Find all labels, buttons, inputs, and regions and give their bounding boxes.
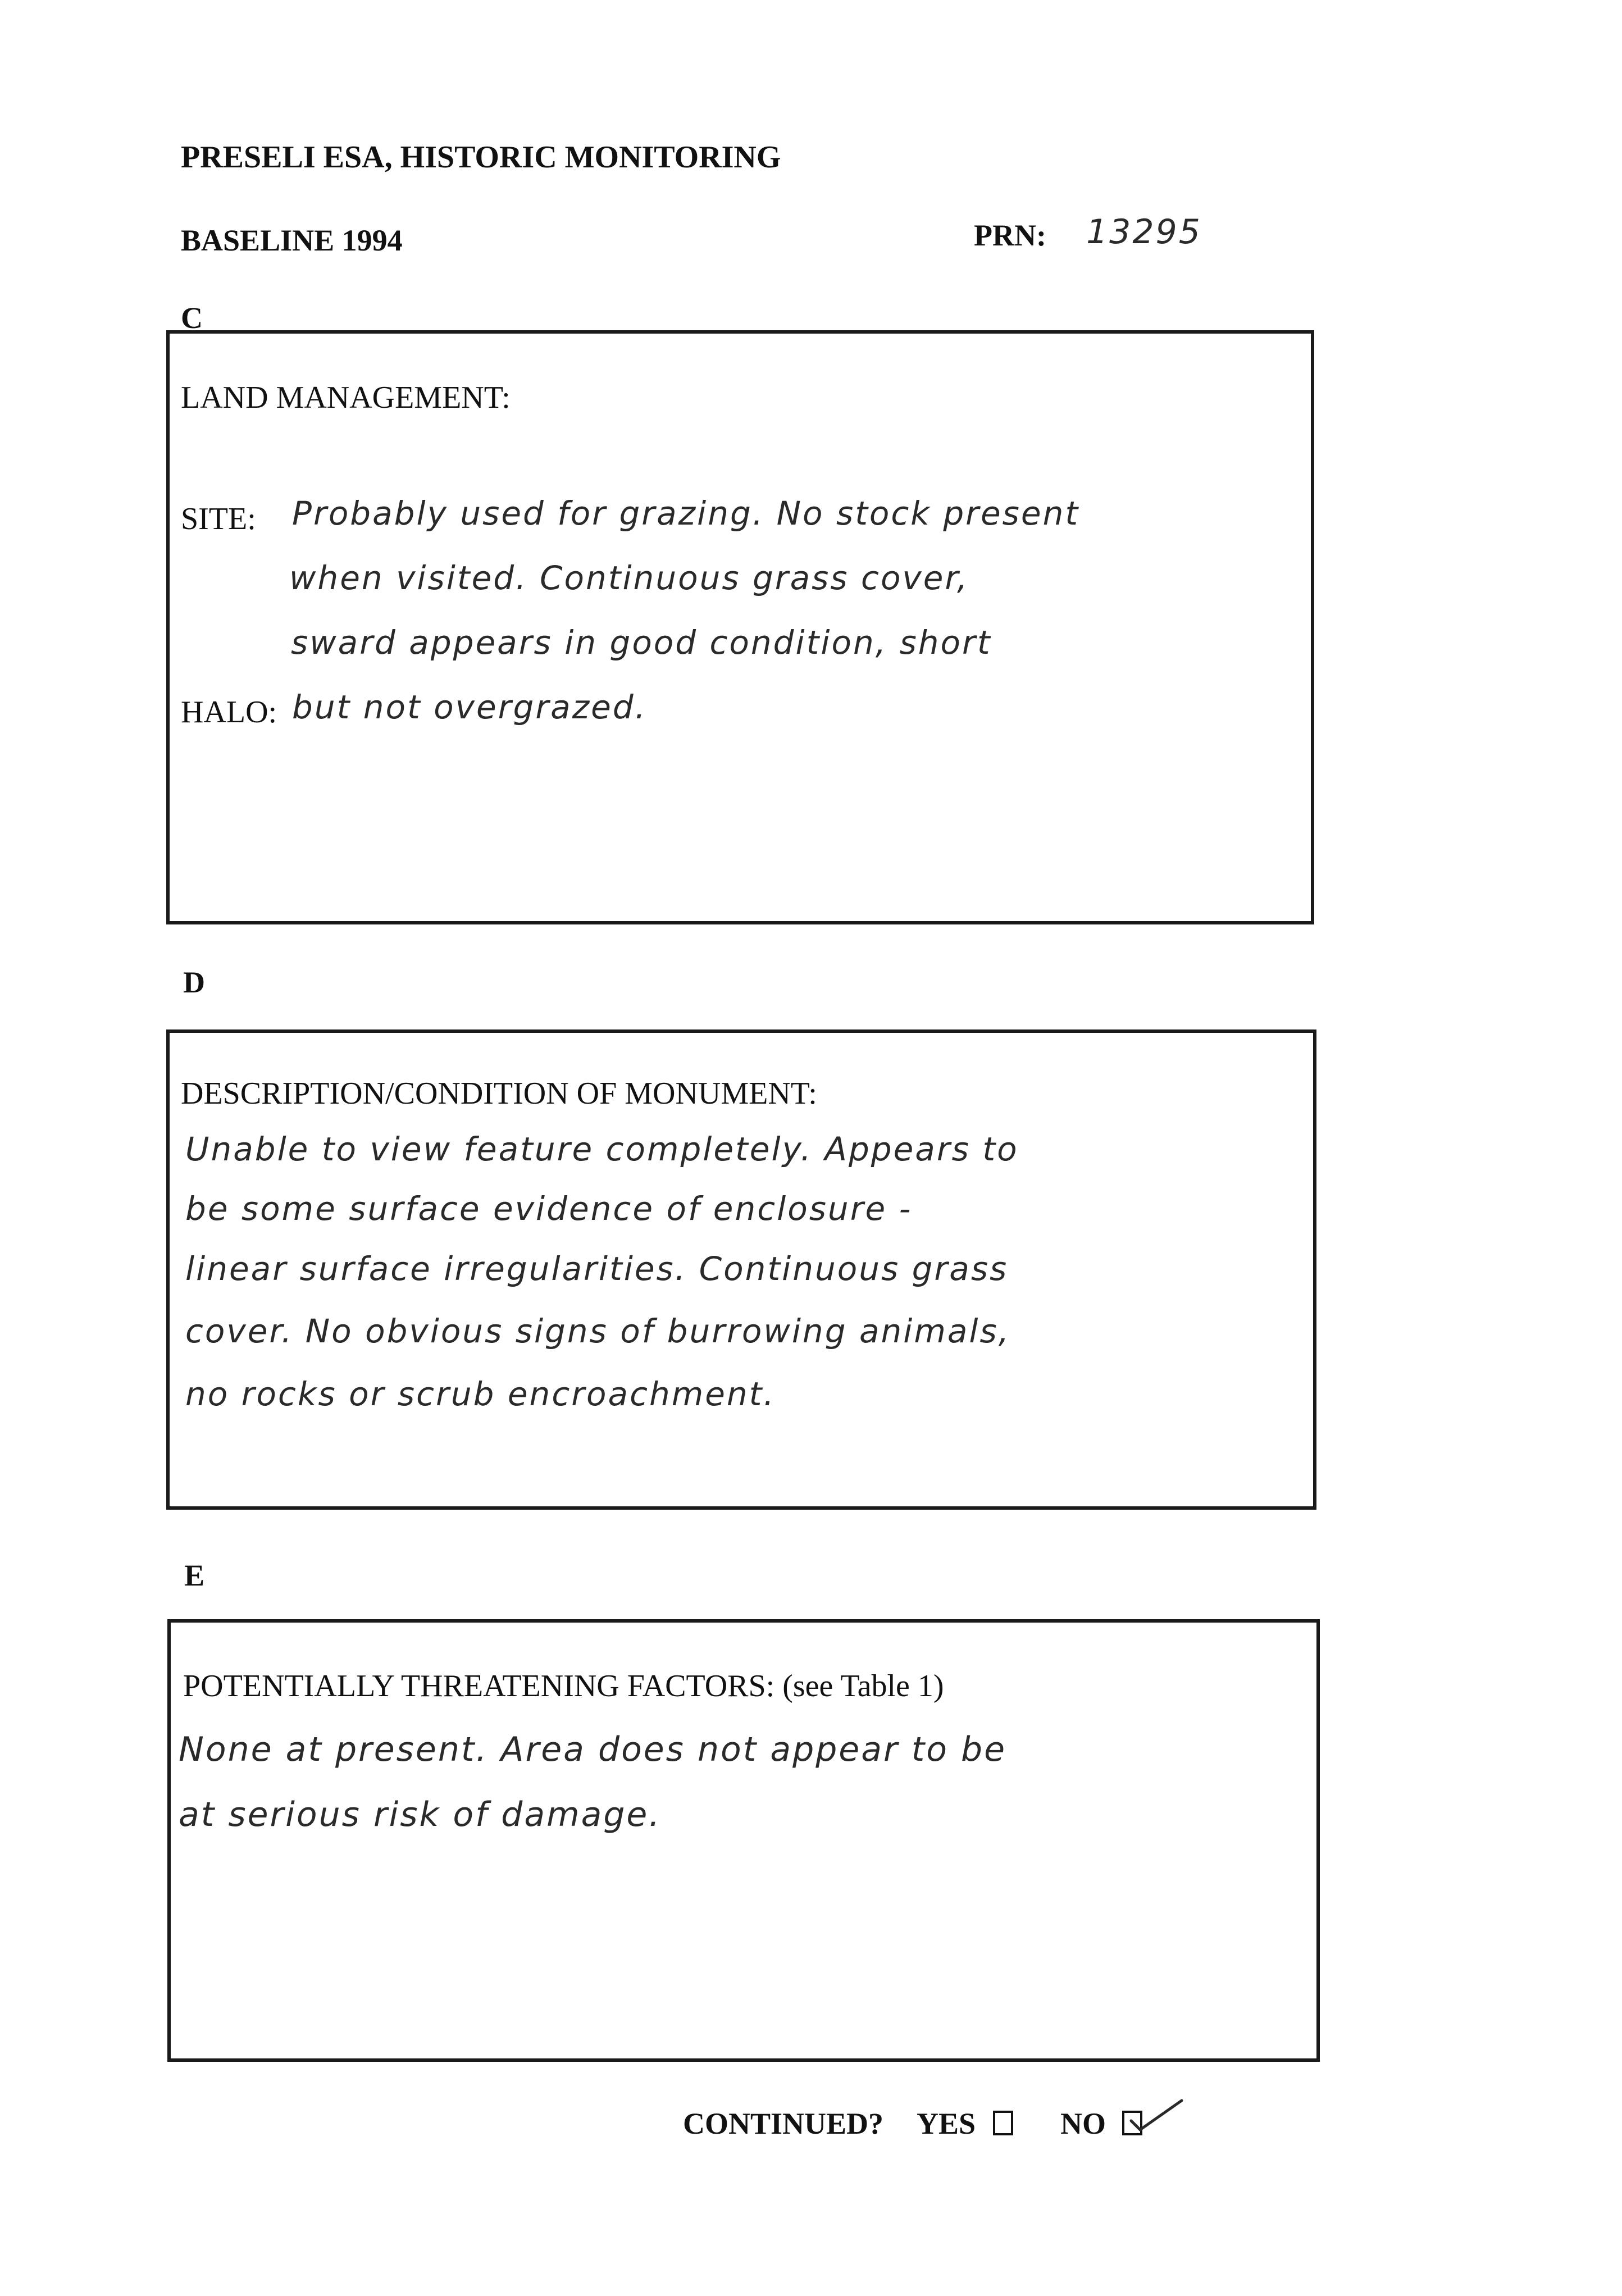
halo-label: HALO: [181,695,277,730]
land-management-label: LAND MANAGEMENT: [181,380,511,415]
threatening-factors-label: POTENTIALLY THREATENING FACTORS: (see Table 1) [183,1669,944,1703]
site-note-line: Probably used for grazing. No stock present [292,494,1080,532]
description-note-line: cover. No obvious signs of burrowing animals, [185,1312,1011,1350]
site-note-line: when visited. Continuous grass cover, [289,559,969,597]
baseline-year: BASELINE 1994 [181,224,403,257]
yes-label: YES [917,2107,976,2140]
site-label: SITE: [181,502,256,536]
continued-label: CONTINUED? [683,2107,884,2140]
halo-note-line: but not overgrazed. [292,688,648,726]
description-note-line: no rocks or scrub encroachment. [185,1375,776,1413]
threat-note-line: at serious risk of damage. [179,1795,662,1834]
threat-note-line: None at present. Area does not appear to be [179,1730,1007,1769]
description-note-line: linear surface irregularities. Continuous grass [185,1250,1009,1288]
description-note-line: be some surface evidence of enclosure - [185,1190,913,1228]
no-label: NO [1060,2107,1106,2140]
prn-value: 13295 [1086,212,1202,252]
section-letter-d: D [183,965,205,999]
prn-label: PRN: [974,218,1046,252]
description-note-line: Unable to view feature completely. Appears to [185,1130,1019,1168]
section-letter-e: E [184,1559,205,1592]
site-note-line: sward appears in good condition, short [291,623,992,662]
yes-checkbox[interactable] [993,2111,1013,2135]
section-letter-c: C [181,301,203,335]
check-mark-icon [1123,2088,1185,2139]
description-label: DESCRIPTION/CONDITION OF MONUMENT: [181,1076,817,1111]
form-title: PRESELI ESA, HISTORIC MONITORING [181,140,781,175]
